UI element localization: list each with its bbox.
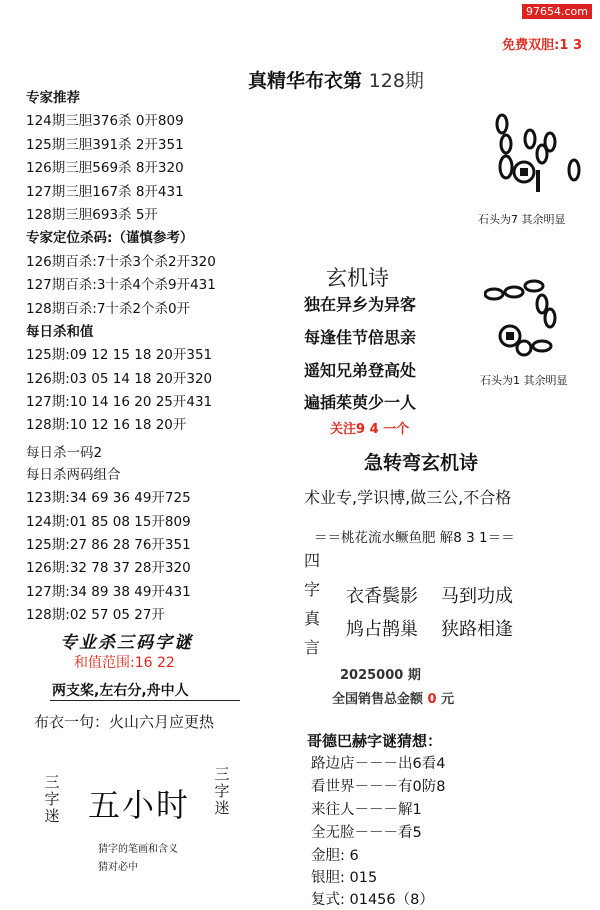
daily-row: 127期:10 14 16 20 25开431 [26, 394, 213, 411]
period: 2025000 期 [340, 668, 421, 683]
expert-row: 126期三胆569杀 8开320 [26, 160, 184, 177]
taohua-line: ＝＝桃花流水鳜鱼肥 解8 3 1＝＝ [314, 530, 515, 546]
goldbach-line: 金胆: 6 [311, 848, 359, 864]
two-row: 124期:01 85 08 15开809 [26, 513, 191, 530]
two-row: 128期:02 57 05 27开 [26, 607, 165, 624]
idiom: 狭路相逢 [441, 619, 513, 640]
daily-row: 125期:09 12 15 18 20开351 [26, 347, 213, 364]
goldbach-title: 哥德巴赫字谜猜想： [307, 732, 443, 750]
vertical-char: 四 [304, 551, 321, 570]
chain-link [497, 115, 507, 133]
follow-tip: 关注9 4 一个 [330, 422, 410, 437]
stone-image-1 [488, 112, 588, 202]
goldbach-line: 全无脸－－－看5 [311, 825, 422, 841]
img2-caption: 石头为1 其余明显 [480, 374, 568, 387]
page-title [248, 66, 424, 93]
poem-title: 玄机诗 [326, 266, 389, 290]
chain-link [545, 133, 555, 151]
chain-link [537, 295, 547, 313]
expert-row: 127期三胆167杀 8开431 [26, 183, 184, 200]
title-number: 128期 [368, 70, 424, 92]
two-row: 126期:32 78 37 28开320 [26, 560, 191, 577]
goldbach-line: 路边店－－－出6看4 [311, 756, 446, 772]
chain-link [525, 281, 543, 291]
two-row: 123期:34 69 36 49开725 [26, 490, 191, 507]
buyi-line: 布衣一句：火山六月应更热 [34, 713, 215, 731]
daily-row: 128期:10 12 16 18 20开 [26, 417, 187, 434]
img1-caption: 石头为7 其余明显 [478, 213, 566, 226]
chain-link [525, 130, 535, 148]
four-char-label [304, 546, 324, 662]
jzw-title: 急转弯玄机诗 [364, 452, 479, 474]
chain-link [545, 309, 555, 327]
left-vertical-label: 三字迷 [44, 773, 60, 825]
expert-row: 128期三胆693杀 5开 [26, 206, 158, 223]
jzw-line: 术业专,学识博,做三公,不合格 [304, 488, 512, 507]
note-1: 猜字的笔画和含义 [98, 844, 178, 855]
sales-unit: 元 [441, 692, 455, 707]
chain-link [505, 287, 523, 297]
kill-one: 每日杀一码2 [26, 444, 103, 461]
coin-hole [506, 332, 514, 340]
pos-row: 127期百杀:3十杀4个杀9开431 [26, 277, 216, 294]
daily-header: 每日杀和值 [26, 323, 94, 340]
chain-link [533, 341, 551, 351]
goldbach-line: 复式: 01456（8） [311, 892, 434, 908]
sum-range: 和值范围:16 22 [74, 655, 175, 671]
poem-line: 独在异乡为异客 [304, 295, 417, 314]
chain-link [485, 289, 503, 299]
riddle-tip: 两支桨,左右分,舟中人 [52, 683, 189, 699]
note-2: 猜对必中 [98, 862, 138, 873]
expert-row: 125期三胆391杀 2开351 [26, 136, 184, 153]
expert-row: 124期三胆376杀 0开809 [26, 113, 184, 130]
two-header: 每日杀两码组合 [26, 466, 121, 483]
poem-line: 遥知兄弟登高处 [304, 361, 417, 380]
pos-header: 专家定位杀码:（谨慎参考） [26, 230, 194, 247]
goldbach-line: 银胆: 015 [311, 870, 378, 886]
right-vertical-label: 三字迷 [214, 765, 230, 817]
expert-header: 专家推荐 [26, 90, 80, 106]
idiom: 鸠占鹊巢 [346, 619, 418, 640]
sales-value: 0 [427, 692, 437, 707]
goldbach-line: 看世界－－－有0防8 [311, 779, 446, 795]
chain-link [500, 156, 512, 178]
divider [50, 700, 240, 701]
title-text: 真精华布衣第 [248, 70, 363, 92]
coin [517, 341, 531, 355]
idiom: 马到功成 [441, 586, 513, 607]
pos-row: 128期百杀:7十杀2个杀0开 [26, 300, 191, 317]
poem-line: 遍插茱萸少一人 [304, 393, 417, 412]
poem-line: 每逢佳节倍思亲 [304, 328, 417, 347]
chain-link [501, 135, 511, 153]
vertical-char: 真 [304, 609, 321, 628]
free-tip: 免费双胆:1 3 [502, 38, 582, 53]
big-riddle: 五小时 [88, 786, 191, 824]
stone-image-2 [484, 272, 594, 362]
sales-label: 全国销售总金额 [332, 692, 424, 707]
chain-link [569, 160, 579, 180]
left-column [26, 87, 216, 628]
vertical-char: 字 [304, 580, 321, 599]
pos-row: 126期百杀:7十杀3个杀2开320 [26, 253, 216, 270]
idiom: 衣香鬓影 [346, 586, 418, 607]
two-row: 125期:27 86 28 76开351 [26, 537, 191, 554]
daily-row: 126期:03 05 14 18 20开320 [26, 370, 213, 387]
sales-line [332, 688, 454, 707]
watermark: 97654.com [522, 4, 592, 19]
coin-hole [520, 168, 528, 176]
riddle-title: 专业杀三码字谜 [60, 633, 193, 653]
vertical-char: 言 [304, 638, 321, 657]
goldbach-line: 来往人－－－解1 [311, 802, 422, 818]
two-row: 127期:34 89 38 49开431 [26, 583, 191, 600]
